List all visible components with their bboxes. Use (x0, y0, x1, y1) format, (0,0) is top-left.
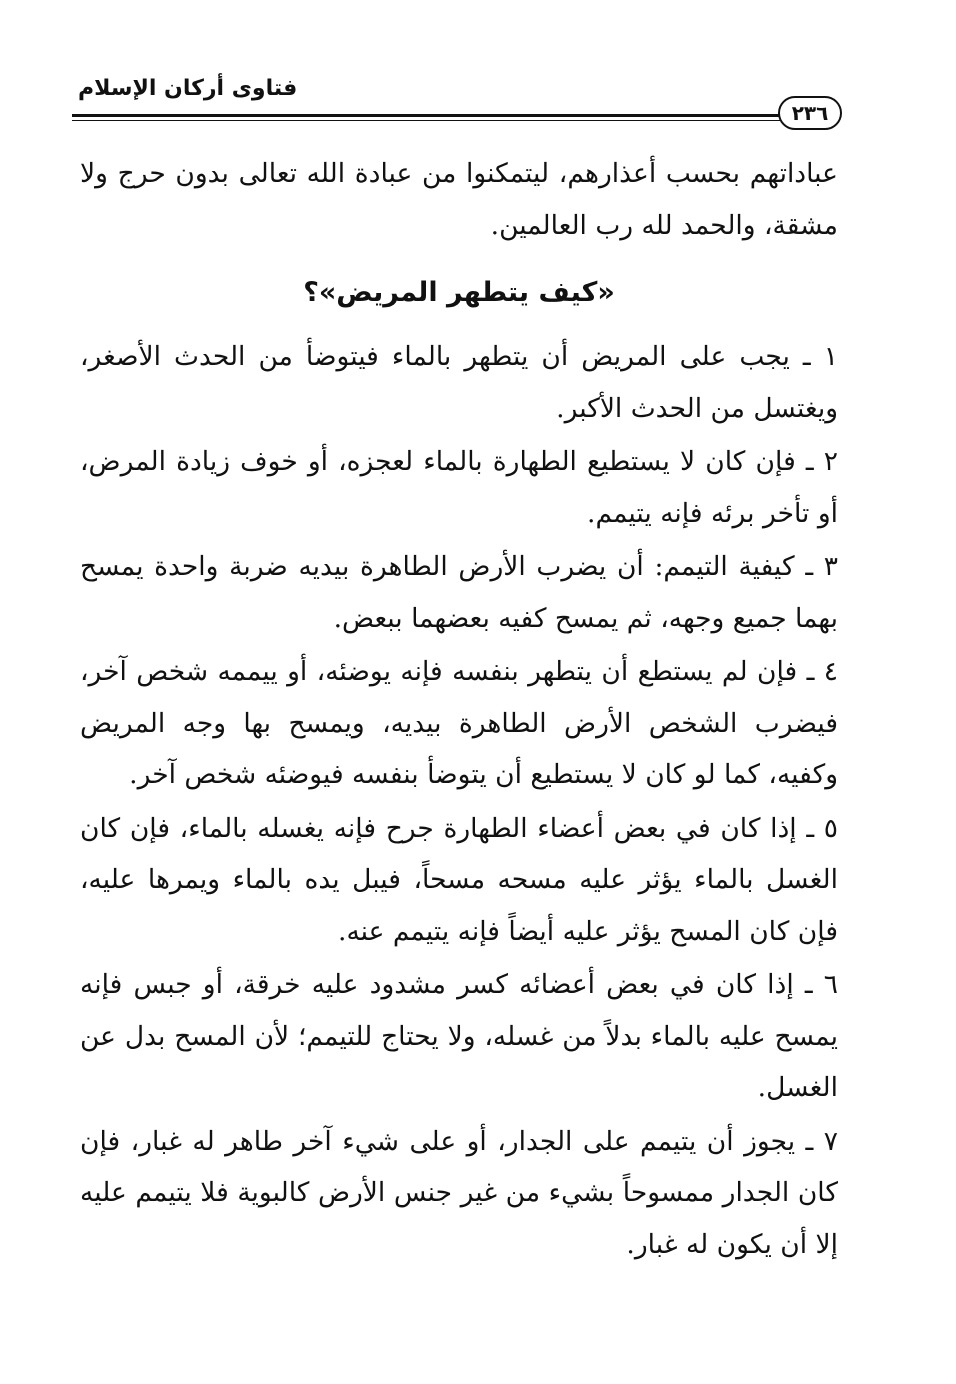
list-item: ١ ـ يجب على المريض أن يتطهر بالماء فيتوضأ من الحدث الأصغر، ويغتسل من الحدث الأكبر. (80, 341, 838, 424)
section-heading: «كيف يتطهر المريض»؟ (303, 277, 615, 308)
list-item: ٧ ـ يجوز أن يتيمم على الجدار، أو على شيء آخر طاهر له غبار، فإن كان الجدار ممسوحاً بشيء من غير جنس الأرض كالبوية فلا يتيمم عليه إلا أن يكون له غبار. (80, 1125, 838, 1260)
running-header-title: فتاوى أركان الإسلام (78, 76, 298, 101)
list-item: ٣ ـ كيفية التيمم: أن يضرب الأرض الطاهرة بيديه ضربة واحدة يمسح بهما جميع وجهه، ثم يمسح كفيه بعضهما ببعض. (80, 551, 838, 634)
list-item: ٢ ـ فإن كان لا يستطيع الطهارة بالماء لعجزه، أو خوف زيادة المرض، أو تأخر برئه فإنه يتيمم. (80, 446, 838, 529)
header-rule-thin (72, 120, 786, 121)
list-item: ٥ ـ إذا كان في بعض أعضاء الطهارة جرح فإنه يغسله بالماء، فإن كان الغسل بالماء يؤثر عليه مسحه مسحاً، فيبل يده بالماء ويمرها عليه، فإن كان المسح يؤثر عليه أيضاً فإنه يتيمم عنه. (80, 812, 838, 947)
intro-paragraph: عباداتهم بحسب أعذارهم، ليتمكنوا من عبادة الله تعالى بدون حرج ولا مشقة، والحمد لله رب العالمين. (80, 158, 838, 241)
header-rule (72, 114, 786, 117)
page-body (80, 148, 838, 1270)
list-item: ٤ ـ فإن لم يستطع أن يتطهر بنفسه فإنه يوضئه، أو ييممه شخص آخر، فيضرب الشخص الأرض الطاهرة بيديه، ويمسح بها وجه المريض وكفيه، كما لو كان لا يستطيع أن يتوضأ بنفسه فيوضئه شخص آخر. (80, 656, 838, 790)
list-item: ٦ ـ إذا كان في بعض أعضائه كسر مشدود عليه خرقة، أو جبس فإنه يمسح عليه بالماء بدلاً من غسله، ولا يحتاج للتيمم؛ لأن المسح بدل عن الغسل. (80, 969, 838, 1103)
page-number-badge: ٢٣٦ (778, 96, 842, 130)
